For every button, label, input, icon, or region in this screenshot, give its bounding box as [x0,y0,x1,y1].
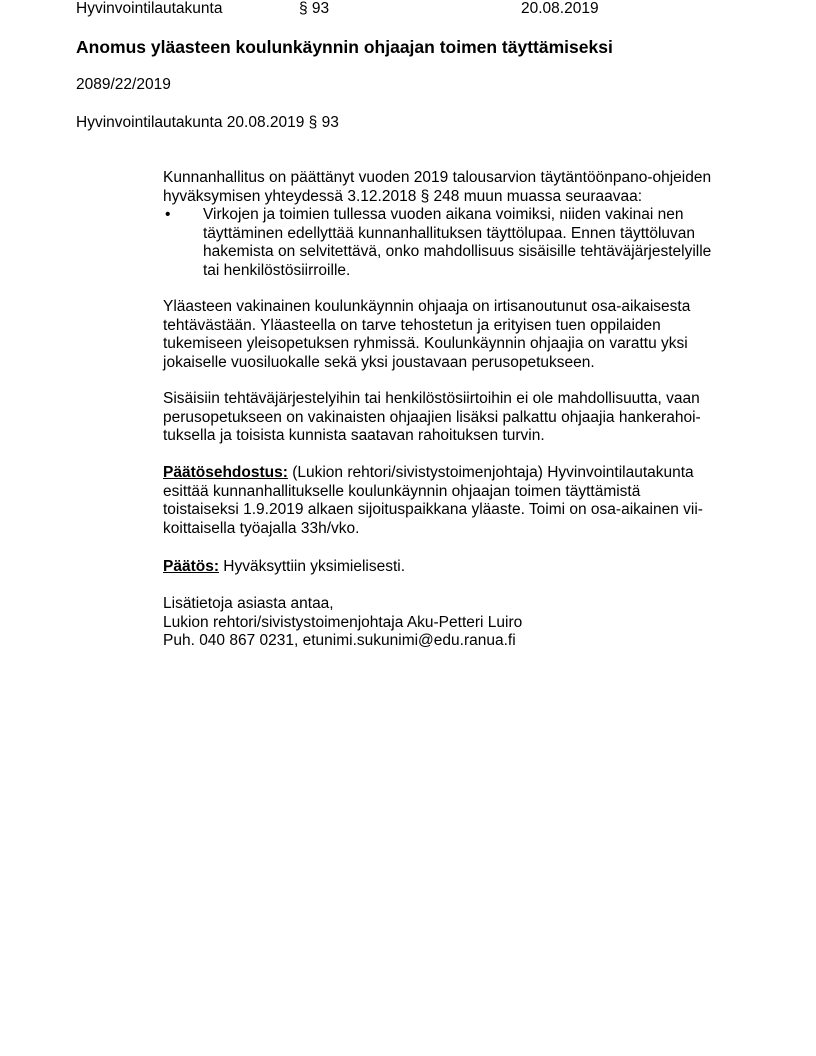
bullet-icon: • [165,206,171,223]
header-body: Hyvinvointilautakunta [76,0,223,17]
text-line: koittaisella työajalla 33h/vko. [163,519,360,537]
text-line: hakemista on selvitettävä, onko mahdollisuus sisäisille tehtäväjärjestelyille [203,243,712,260]
text-line: jokaiselle vuosiluokalle sekä yksi joustavaan perusopetukseen. [163,353,595,371]
decision [163,558,405,577]
paragraph-2 [163,298,690,372]
text-line: Sisäisiin tehtäväjärjestelyihin tai henkilöstösiirtoihin ei ole mahdollisuutta, vaan [163,390,700,407]
text-line: (Lukion rehtori/sivistystoimenjohtaja) Hyvinvointilautakunta [287,464,694,481]
text-line: Puh. 040 867 0231, etunimi.sukunimi@edu.ranua.fi [163,632,516,649]
meeting-reference: Hyvinvointilautakunta 20.08.2019 § 93 [76,114,339,131]
decision-label: Päätös: [163,558,219,575]
header-date: 20.08.2019 [521,0,599,17]
text-line: Lukion rehtori/sivistystoimenjohtaja Aku-Petteri Luiro [163,613,523,631]
text-line: Virkojen ja toimien tullessa vuoden aikana voimiksi, niiden vakinai nen [203,206,684,223]
header-section: § 93 [299,0,330,17]
text-line: hyväksymisen yhteydessä 3.12.2018 § 248 muun muassa seuraavaa: [163,187,643,205]
paragraph-1 [163,169,711,206]
proposal-label: Päätösehdostus: [163,464,288,481]
text-line: toistaiseksi 1.9.2019 alkaen sijoituspaikkana yläaste. Toimi on osa-aikainen vii- [163,501,703,518]
text-line: tai henkilöstösiirroille. [203,261,351,279]
document-title: Anomus yläasteen koulunkäynnin ohjaajan toimen täyttämiseksi [76,37,613,57]
case-number: 2089/22/2019 [76,76,171,93]
paragraph-3 [163,390,701,446]
text-line: Kunnanhallitus on päättänyt vuoden 2019 talousarvion täytäntöönpano-ohjeiden [163,169,712,186]
text-line: tehtävästään. Yläasteella on tarve tehostetun ja erityisen tuen oppilaiden [163,316,661,334]
contact-info [163,595,522,651]
text-line: perusopetukseen on vakinaisten ohjaajien lisäksi palkattu ohjaajia hankerahoi- [163,408,701,426]
decision-text: Hyväksyttiin yksimielisesti. [219,558,406,575]
text-line: Yläasteen vakinainen koulunkäynnin ohjaaja on irtisanoutunut osa-aikaisesta [163,298,691,315]
text-line: tuksella ja toisista kunnista saatavan rahoituksen turvin. [163,427,545,444]
text-line: Lisätietoja asiasta antaa, [163,595,334,612]
bullet-item [203,206,711,280]
proposal [163,464,703,538]
text-line: esittää kunnanhallitukselle koulunkäynnin ohjaajan toimen täyttämistä [163,482,641,500]
text-line: tukemiseen yleisopetuksen ryhmissä. Koulunkäynnin ohjaajia on varattu yksi [163,335,688,352]
text-line: täyttäminen edellyttää kunnanhallituksen täyttölupaa. Ennen täyttöluvan [203,224,696,242]
